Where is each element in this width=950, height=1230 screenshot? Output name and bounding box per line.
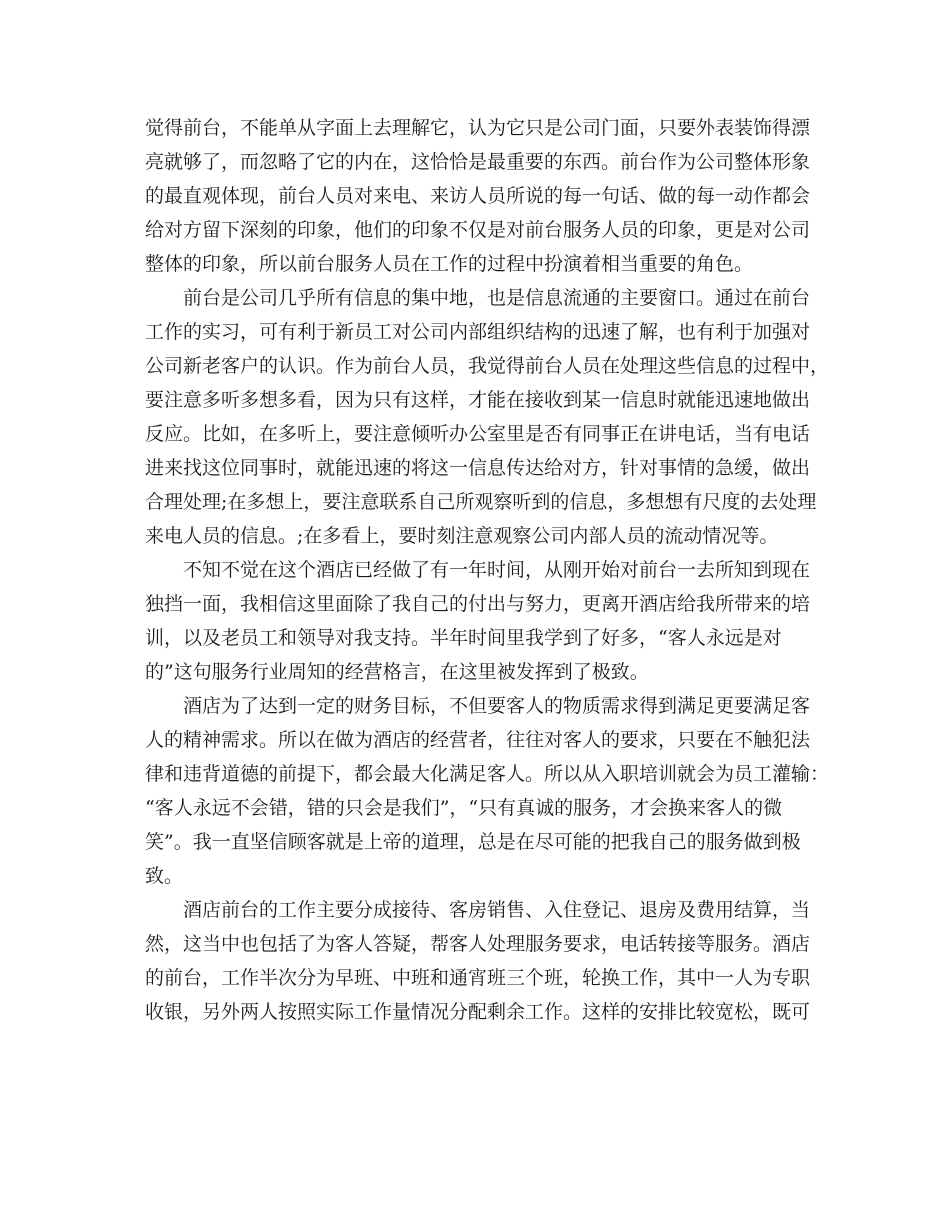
text-line: 致。	[145, 865, 184, 887]
paragraph-first-line: 酒店前台的工作主要分成接待、客房销售、入住登记、退房及费用结算，当	[183, 899, 811, 921]
text-line: 来电人员的信息。;在多看上，要时刻注意观察公司内部人员的流动情况等。	[145, 525, 779, 547]
paragraph-first-line: 前台是公司几乎所有信息的集中地，也是信息流通的主要窗口。通过在前台	[183, 287, 811, 309]
text-line: 觉得前台，不能单从字面上去理解它，认为它只是公司门面，只要外表装饰得漂	[145, 117, 811, 139]
text-line: 的前台，工作半次分为早班、中班和通宵班三个班，轮换工作，其中一人为专职	[145, 967, 811, 989]
text-line: 独挡一面，我相信这里面除了我自己的付出与努力，更离开酒店给我所带来的培	[145, 593, 811, 615]
paragraph-first-line: 不知不觉在这个酒店已经做了有一年时间，从刚开始对前台一去所知到现在	[183, 559, 811, 581]
text-line: 的最直观体现，前台人员对来电、来访人员所说的每一句话、做的每一动作都会	[145, 185, 811, 207]
text-line: 反应。比如，在多听上，要注意倾听办公室里是否有同事正在讲电话，当有电话	[145, 423, 811, 445]
text-line: 工作的实习，可有利于新员工对公司内部组织结构的迅速了解，也有利于加强对	[145, 321, 811, 343]
text-line: 然，这当中也包括了为客人答疑，帮客人处理服务要求，电话转接等服务。酒店	[145, 933, 811, 955]
text-line: 亮就够了，而忽略了它的内在，这恰恰是最重要的东西。前台作为公司整体形象	[145, 151, 811, 173]
text-line: 收银，另外两人按照实际工作量情况分配剩余工作。这样的安排比较宽松，既可	[145, 1001, 811, 1023]
text-line: 公司新老客户的认识。作为前台人员，我觉得前台人员在处理这些信息的过程中，	[145, 355, 830, 377]
text-line: 律和违背道德的前提下，都会最大化满足客人。所以从入职培训就会为员工灌输：	[145, 763, 830, 785]
text-line: 要注意多听多想多看，因为只有这样，才能在接收到某一信息时就能迅速地做出	[145, 389, 811, 411]
text-line: 合理处理;在多想上，要注意联系自己所观察听到的信息，多想想有尺度的去处理	[145, 491, 817, 513]
text-line: 的”这句服务行业周知的经营格言，在这里被发挥到了极致。	[145, 661, 649, 683]
text-line: 整体的印象，所以前台服务人员在工作的过程中扮演着相当重要的角色。	[145, 253, 754, 275]
text-line: “客人永远不会错，错的只会是我们”，“只有真诚的服务，才会换来客人的微	[145, 797, 783, 819]
text-line: 进来找这位同事时，就能迅速的将这一信息传达给对方，针对事情的急缓，做出	[145, 457, 811, 479]
text-line: 给对方留下深刻的印象，他们的印象不仅是对前台服务人员的印象，更是对公司	[145, 219, 811, 241]
text-line: 笑”。我一直坚信顾客就是上帝的道理，总是在尽可能的把我自己的服务做到极	[145, 831, 801, 853]
paragraph-first-line: 酒店为了达到一定的财务目标，不但要客人的物质需求得到满足更要满足客	[183, 695, 811, 717]
text-line: 训，以及老员工和领导对我支持。半年时间里我学到了好多，“客人永远是对	[145, 627, 782, 649]
text-line: 人的精神需求。所以在做为酒店的经营者，往往对客人的要求，只要在不触犯法	[145, 729, 811, 751]
